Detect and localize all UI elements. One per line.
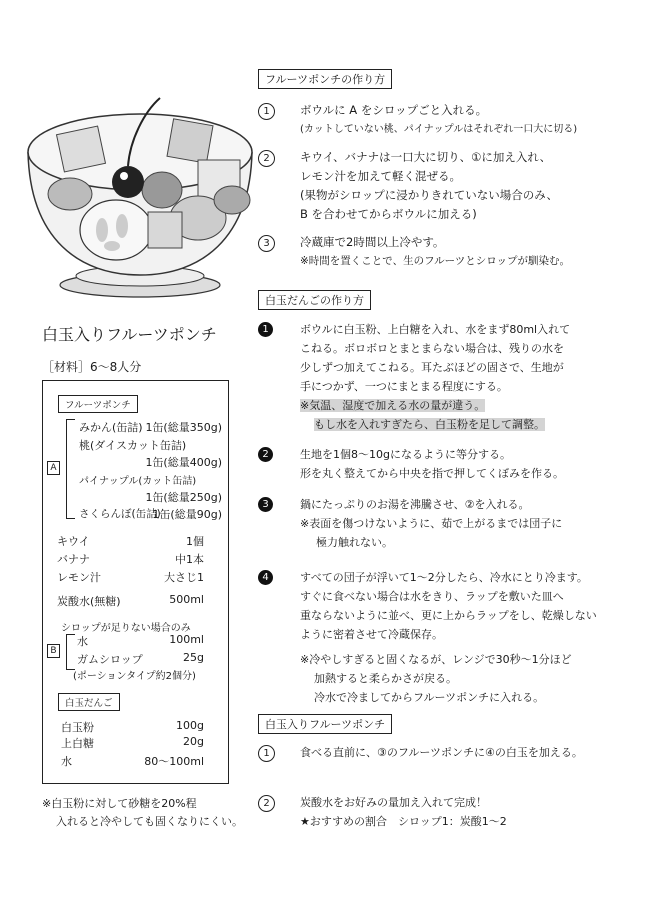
recipe-title: 白玉入りフルーツポンチ xyxy=(42,325,217,344)
fruit-punch-section-label: フルーツポンチの作り方 xyxy=(258,69,392,89)
group-b-bracket xyxy=(66,634,75,670)
group-b-marker: B xyxy=(47,644,60,658)
ingredients-box: フルーツポンチ A みかん(缶詰) 1缶(総量350g) 桃(ダイスカット缶詰) 1缶(総量400g) パイナップル(カット缶詰) 1缶(総量250g) さくらんぼ(缶詰) 1缶(総量90g) キウイ 1個 バナナ 中1本 レモン汁 大さじ1 炭酸水(無糖) 500ml シロップが足りない場合のみ B 水 100ml ガムシロップ 25g (ポーションタイプ約2個分) 白玉だんご 白玉粉 100g 上白糖 20g 水 80～100ml xyxy=(42,380,229,784)
dango-ingredients-label: 白玉だんご xyxy=(58,693,120,711)
recipe-footnote: ※白玉粉に対して砂糖を20%程 入れると冷やしても固くなりにくい。 xyxy=(42,797,243,828)
recommend-ratio: ★おすすめの割合 シロップ1：炭酸1～2 xyxy=(300,815,507,828)
group-a-marker: A xyxy=(47,461,60,475)
servings: ［材料］6～8人分 xyxy=(42,360,142,374)
final-section-label: 白玉入りフルーツポンチ xyxy=(258,714,392,734)
fruit-punch-bowl-illustration xyxy=(20,90,260,300)
fruit-punch-ingredients-label: フルーツポンチ xyxy=(58,395,138,413)
group-a-bracket xyxy=(66,419,75,519)
dango-section-label: 白玉だんごの作り方 xyxy=(258,290,371,310)
highlight-note: もし水を入れすぎたら、白玉粉を足して調整。 xyxy=(314,418,545,431)
highlight-note: ※気温、湿度で加える水の量が違う。 xyxy=(300,399,486,412)
